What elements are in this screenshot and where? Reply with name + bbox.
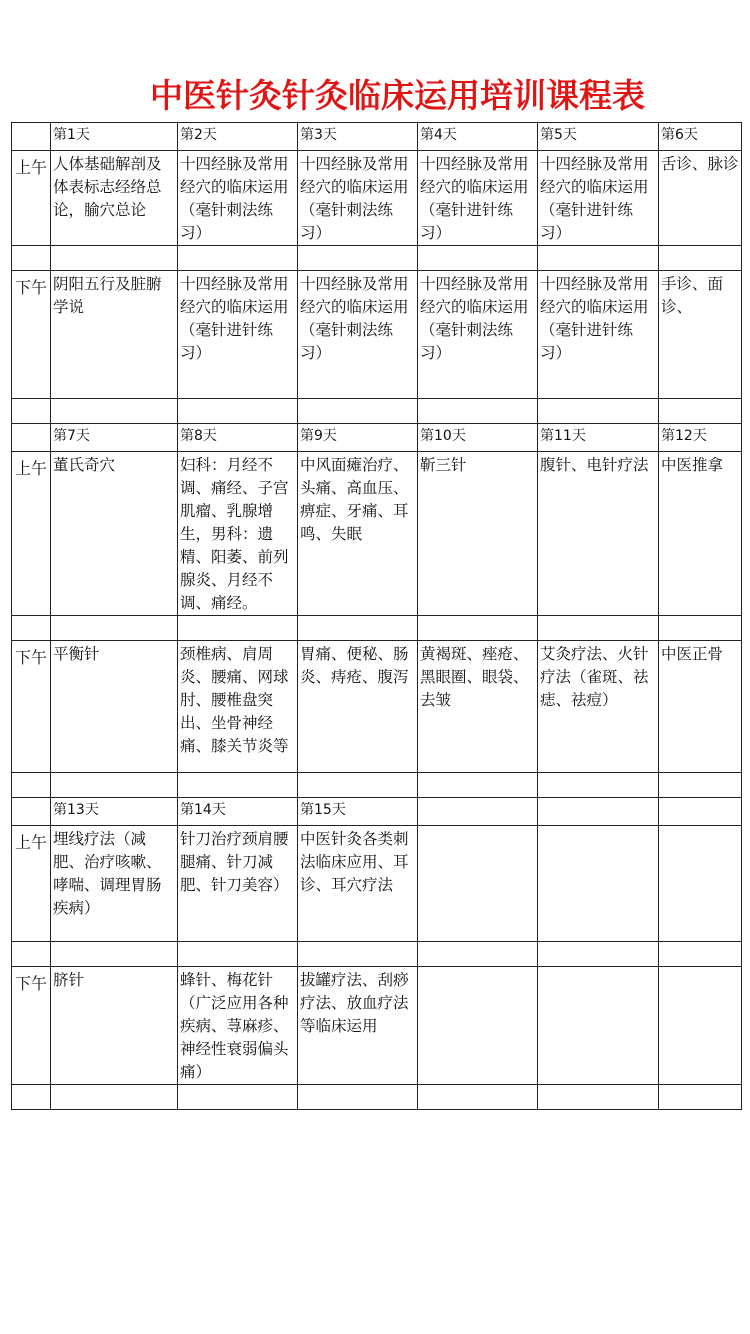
- afternoon-label: 下午: [12, 271, 51, 399]
- day-label: 第13天: [51, 798, 178, 826]
- day-label: 第11天: [538, 424, 659, 452]
- course-cell: 舌诊、脉诊: [659, 151, 742, 246]
- afternoon-label: 下午: [12, 641, 51, 773]
- course-cell: [659, 826, 742, 942]
- morning-row: [12, 452, 742, 616]
- day-label: [538, 798, 659, 826]
- course-cell: 人体基础解剖及体表标志经络总论，腧穴总论: [51, 151, 178, 246]
- course-cell: 中医推拿: [659, 452, 742, 616]
- course-cell: 妇科：月经不调、痛经、子宫肌瘤、乳腺增生，男科：遗精、阳萎、前列腺炎、月经不调、痛经。: [178, 452, 298, 616]
- course-cell: 脐针: [51, 967, 178, 1085]
- day-header-row: [12, 424, 742, 452]
- morning-label: 上午: [12, 452, 51, 616]
- course-cell: 十四经脉及常用经穴的临床运用（毫针刺法练习）: [298, 271, 418, 399]
- corner-cell: [12, 798, 51, 826]
- course-cell: 十四经脉及常用经穴的临床运用（毫针进针练习）: [418, 151, 538, 246]
- spacer-row: [12, 616, 742, 641]
- course-cell: 中风面瘫治疗、头痛、高血压、痹症、牙痛、耳鸣、失眠: [298, 452, 418, 616]
- course-cell: 十四经脉及常用经穴的临床运用（毫针刺法练习）: [418, 271, 538, 399]
- schedule-table: [11, 122, 742, 1110]
- spacer-row: [12, 246, 742, 271]
- course-cell: 蜂针、梅花针（广泛应用各种疾病、荨麻疹、神经性衰弱偏头痛）: [178, 967, 298, 1085]
- corner-cell: [12, 424, 51, 452]
- corner-cell: [12, 123, 51, 151]
- afternoon-row: [12, 967, 742, 1085]
- course-cell: 黄褐斑、痤疮、黑眼圈、眼袋、去皱: [418, 641, 538, 773]
- spacer-row: [12, 773, 742, 798]
- day-label: 第12天: [659, 424, 742, 452]
- course-cell: 靳三针: [418, 452, 538, 616]
- day-label: 第4天: [418, 123, 538, 151]
- course-cell: 针刀治疗颈肩腰腿痛、针刀减肥、针刀美容）: [178, 826, 298, 942]
- morning-row: [12, 151, 742, 246]
- course-cell: [538, 826, 659, 942]
- course-cell: 平衡针: [51, 641, 178, 773]
- day-label: 第14天: [178, 798, 298, 826]
- course-cell: 埋线疗法（减肥、治疗咳嗽、哮喘、调理胃肠疾病）: [51, 826, 178, 942]
- day-label: 第9天: [298, 424, 418, 452]
- afternoon-row: [12, 271, 742, 399]
- course-cell: [538, 967, 659, 1085]
- day-label: 第6天: [659, 123, 742, 151]
- afternoon-label: 下午: [12, 967, 51, 1085]
- morning-label: 上午: [12, 826, 51, 942]
- course-cell: [418, 967, 538, 1085]
- day-label: 第2天: [178, 123, 298, 151]
- day-label: 第5天: [538, 123, 659, 151]
- spacer-row: [12, 942, 742, 967]
- day-label: 第1天: [51, 123, 178, 151]
- course-cell: 中医针灸各类刺法临床应用、耳诊、耳穴疗法: [298, 826, 418, 942]
- day-header-row: [12, 123, 742, 151]
- day-label: 第7天: [51, 424, 178, 452]
- course-cell: 拔罐疗法、刮痧疗法、放血疗法等临床运用: [298, 967, 418, 1085]
- day-label: 第15天: [298, 798, 418, 826]
- spacer-row: [12, 1085, 742, 1110]
- morning-row: [12, 826, 742, 942]
- course-cell: 颈椎病、肩周炎、腰痛、网球肘、腰椎盘突出、坐骨神经痛、膝关节炎等: [178, 641, 298, 773]
- course-cell: 十四经脉及常用经穴的临床运用（毫针进针练习）: [538, 271, 659, 399]
- day-header-row: [12, 798, 742, 826]
- day-label: [418, 798, 538, 826]
- course-cell: 十四经脉及常用经穴的临床运用（毫针刺法练习）: [178, 151, 298, 246]
- course-cell: 手诊、面诊、: [659, 271, 742, 399]
- spacer-row: [12, 399, 742, 424]
- day-label: 第3天: [298, 123, 418, 151]
- course-cell: 阴阳五行及脏腑学说: [51, 271, 178, 399]
- course-cell: 中医正骨: [659, 641, 742, 773]
- day-label: [659, 798, 742, 826]
- course-cell: 董氏奇穴: [51, 452, 178, 616]
- course-cell: 艾灸疗法、火针疗法（雀斑、祛痣、祛痘）: [538, 641, 659, 773]
- day-label: 第8天: [178, 424, 298, 452]
- course-cell: 十四经脉及常用经穴的临床运用（毫针刺法练习）: [298, 151, 418, 246]
- course-cell: 十四经脉及常用经穴的临床运用（毫针进针练习）: [538, 151, 659, 246]
- course-cell: [418, 826, 538, 942]
- course-cell: 腹针、电针疗法: [538, 452, 659, 616]
- course-cell: [659, 967, 742, 1085]
- afternoon-row: [12, 641, 742, 773]
- course-cell: 十四经脉及常用经穴的临床运用（毫针进针练习）: [178, 271, 298, 399]
- course-cell: 胃痛、便秘、肠炎、痔疮、腹泻: [298, 641, 418, 773]
- page-title: 中医针灸针灸临床运用培训课程表: [150, 76, 645, 115]
- day-label: 第10天: [418, 424, 538, 452]
- morning-label: 上午: [12, 151, 51, 246]
